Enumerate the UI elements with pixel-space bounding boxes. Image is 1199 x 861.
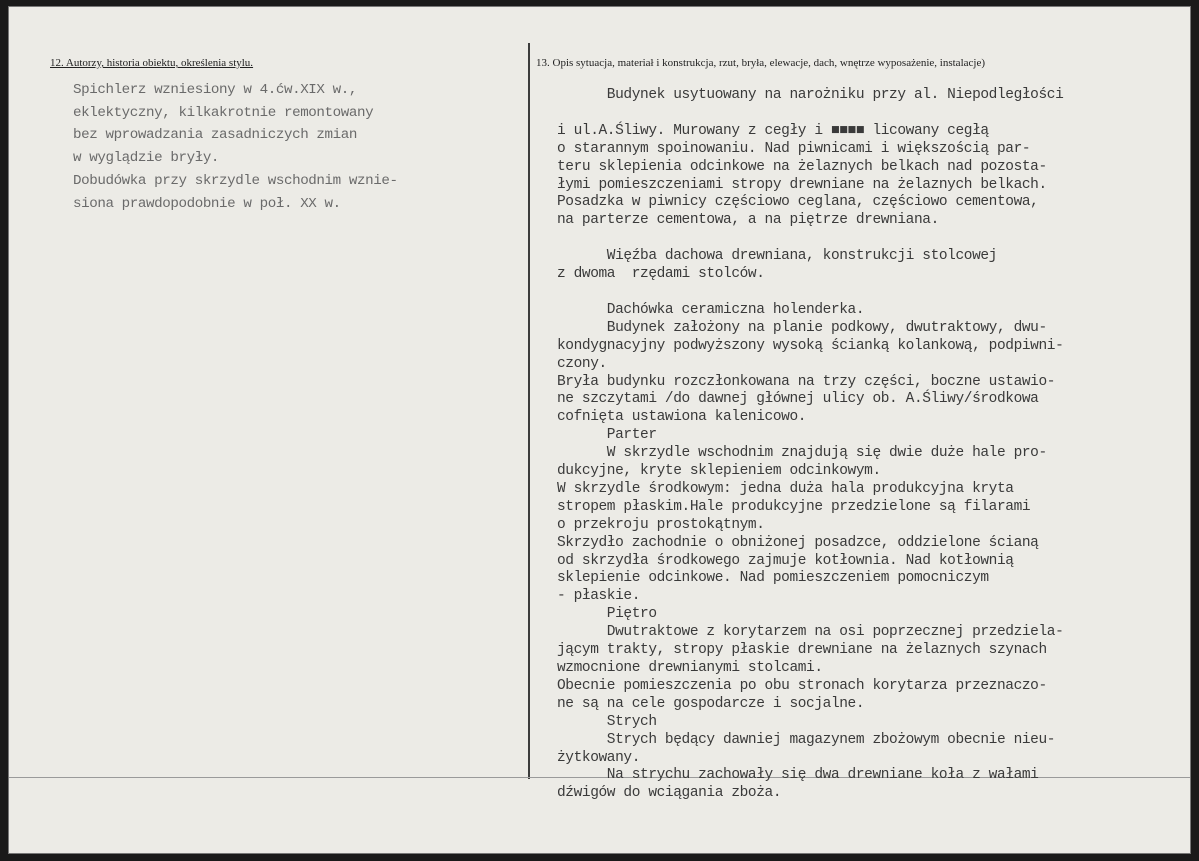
section-12-heading: 12. Autorzy, historia obiektu, określenia stylu.: [50, 57, 254, 69]
section-13-text: Budynek usytuowany na narożniku przy al. Niepodległości i ul.A.Śliwy. Murowany z cegły i ■■■■ licowany cegłą o starannym spoinowaniu. Nad piwnicami i większością par- teru sklepienia odcinkowe na żelaznych belkach nad pozosta- łymi pomieszczeniami stropy drewniane na żelaznych belkach. Posadzka w piwnicy częściowo ceglana, częściowo cementowa, na parterze cementowa, a na piętrze drewniana. Więźba dachowa drewniana, konstrukcji stolcowej z dwoma rzędami stolców. Dachówka ceramiczna holenderka. Budynek założony na planie podkowy, dwutraktowy, dwu- kondygnacyjny podwyższony wysoką ścianką kolankową, podpiwni- czony. Bryła budynku rozczłonkowana na trzy części, boczne ustawio- ne szczytami /do dawnej głównej ulicy ob. A.Śliwy/środkowa cofnięta ustawiona kalenicowo. Parter W skrzydle wschodnim znajdują się dwie duże hale pro- dukcyjne, kryte sklepieniem odcinkowym. W skrzydle środkowym: jedna duża hala produkcyjna kryta stropem płaskim.Hale produkcyjne przedzielone są filarami o przekroju prostokątnym. Skrzydło zachodnie o obniżonej posadzce, oddzielone ścianą od skrzydła środkowego zajmuje kotłownia. Nad kotłownią sklepienie odcinkowe. Nad pomieszczeniem pomocniczym - płaskie. Piętro Dwutraktowe z korytarzem na osi poprzecznej przedziela- jącym trakty, stropy płaskie drewniane na żelaznych szynach wzmocnione drewnianymi stolcami. Obecnie pomieszczenia po obu stronach korytarza przeznaczo- ne są na cele gospodarcze i socjalne. Strych Strych będący dawniej magazynem zbożowym obecnie nieu- żytkowany. Na strychu zachowały się dwa drewniane koła z wałami dźwigów do wciągania zboża.: [557, 87, 1064, 802]
column-divider: [528, 43, 530, 779]
section-12-text: Spichlerz wzniesiony w 4.ćw.XIX w., eklektyczny, kilkakrotnie remontowany bez wprowadzania zasadniczych zmian w wyglądzie bryły. Dobudówka przy skrzydle wschodnim wznie- siona prawdopodobnie w poł. XX w.: [73, 82, 398, 212]
section-13-heading: 13. Opis sytuacja, materiał i konstrukcja, rzut, bryła, elewacje, dach, wnętrze wyposażenie, instalacje): [536, 57, 985, 69]
document-sheet: [8, 6, 1191, 854]
